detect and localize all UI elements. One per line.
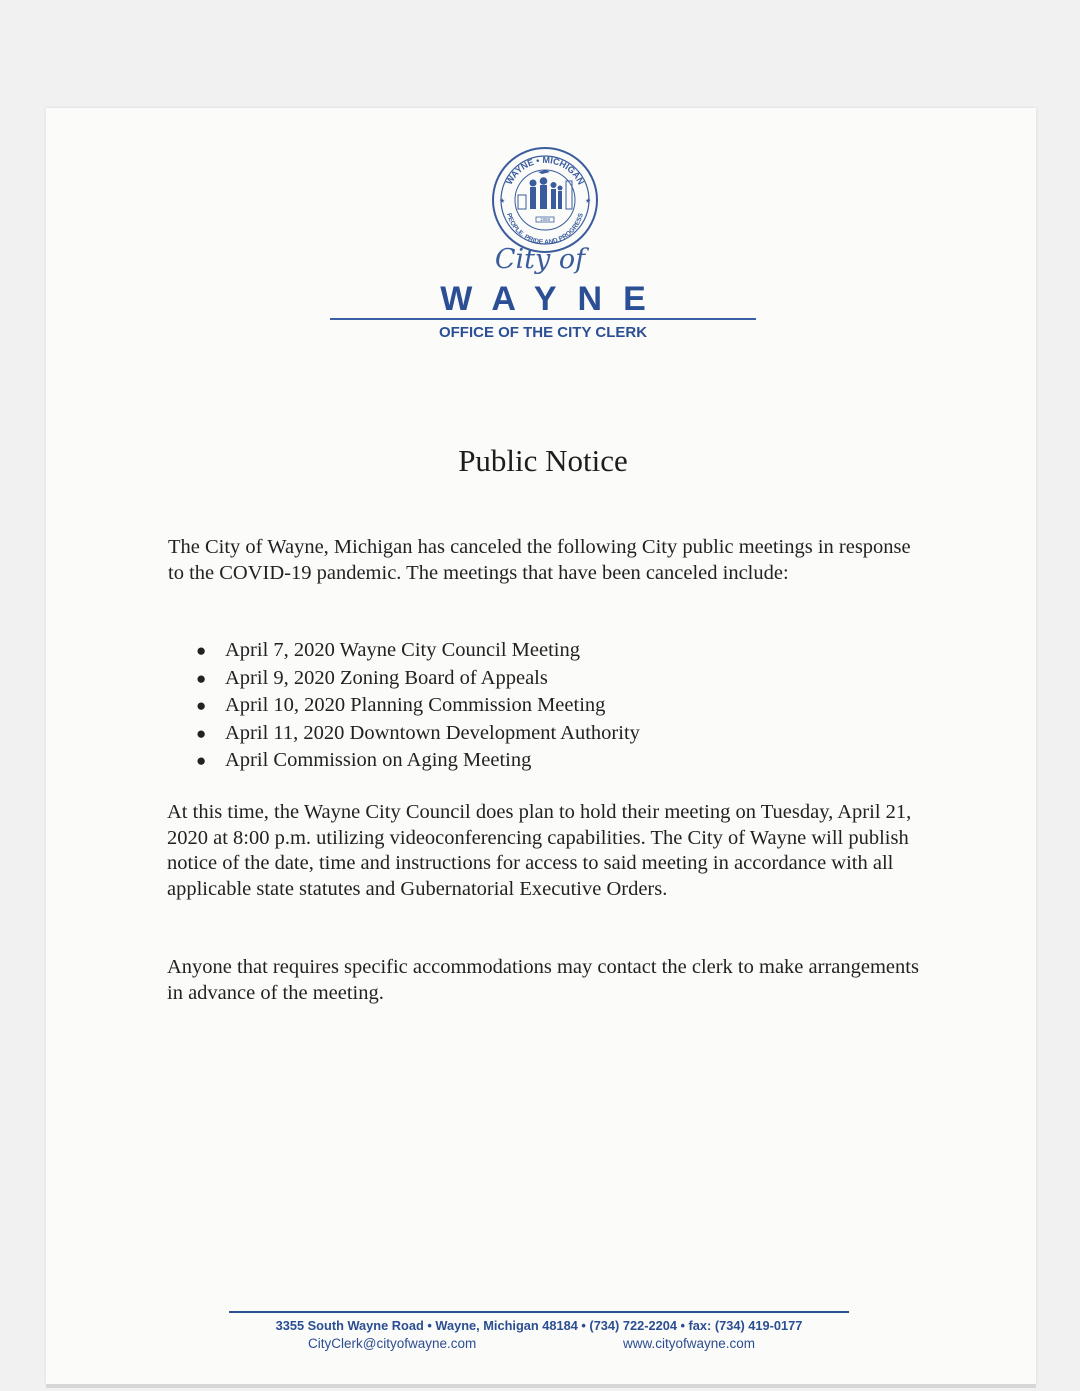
bullet-icon: ●	[196, 751, 207, 770]
intro-paragraph: The City of Wayne, Michigan has canceled the following City public meetings in response to the COVID-19 pandemic. The meetings that have been canceled include:	[168, 536, 911, 584]
city-seal-logo	[490, 145, 600, 255]
canceled-meetings-list	[196, 637, 640, 775]
bullet-icon: ●	[196, 641, 207, 660]
footer-email-link[interactable]: CityClerk@cityofwayne.com	[308, 1336, 477, 1351]
list-item	[196, 692, 640, 720]
office-name: OFFICE OF THE CITY CLERK	[438, 324, 648, 341]
letterhead-divider	[330, 318, 756, 320]
bullet-icon: ●	[196, 668, 207, 688]
bullet-icon: ●	[196, 723, 207, 743]
list-item	[196, 747, 640, 775]
list-item	[196, 720, 640, 748]
bullet-icon: ●	[196, 696, 207, 715]
council-meeting-paragraph: At this time, the Wayne City Council does plan to hold their meeting on Tuesday, April 21, 2020 at 8:00 p.m. utilizing videoconferencing capabilities. The City of Wayne will publish notice of the date, time and instructions for access to said meeting in accordance with all applicable state statutes and Gubernatorial Executive Orders.	[167, 801, 912, 900]
city-of-script: City of	[494, 244, 586, 275]
seal-top-text: WAYNE • MICHIGAN	[503, 154, 587, 187]
svg-text:★: ★	[585, 197, 592, 205]
city-name-heading: WAYNE	[440, 280, 667, 318]
list-item	[196, 665, 640, 693]
footer-divider	[229, 1311, 849, 1313]
page-bottom-edge	[46, 1384, 1036, 1388]
meeting-item: April 9, 2020 Zoning Board of Appeals	[225, 666, 548, 689]
meeting-item: April 11, 2020 Downtown Development Authority	[225, 721, 640, 744]
footer-address: 3355 South Wayne Road • Wayne, Michigan 48184 • (734) 722-2204 • fax: (734) 419-0177	[275, 1318, 803, 1333]
seal-bottom-text: PEOPLE, PRIDE AND PROGRESS	[505, 212, 585, 247]
meeting-item: April 7, 2020 Wayne City Council Meeting	[225, 639, 580, 661]
footer-website-link[interactable]: www.cityofwayne.com	[623, 1336, 756, 1351]
svg-text:★: ★	[499, 197, 506, 205]
seal-year: 1869	[539, 217, 551, 222]
meeting-item: April 10, 2020 Planning Commission Meeting	[225, 694, 606, 716]
list-item	[196, 637, 640, 665]
notice-title: Public Notice	[458, 443, 628, 478]
meeting-item: April Commission on Aging Meeting	[225, 749, 532, 771]
accommodations-paragraph: Anyone that requires specific accommodations may contact the clerk to make arrangements in advance of the meeting.	[167, 956, 919, 1004]
